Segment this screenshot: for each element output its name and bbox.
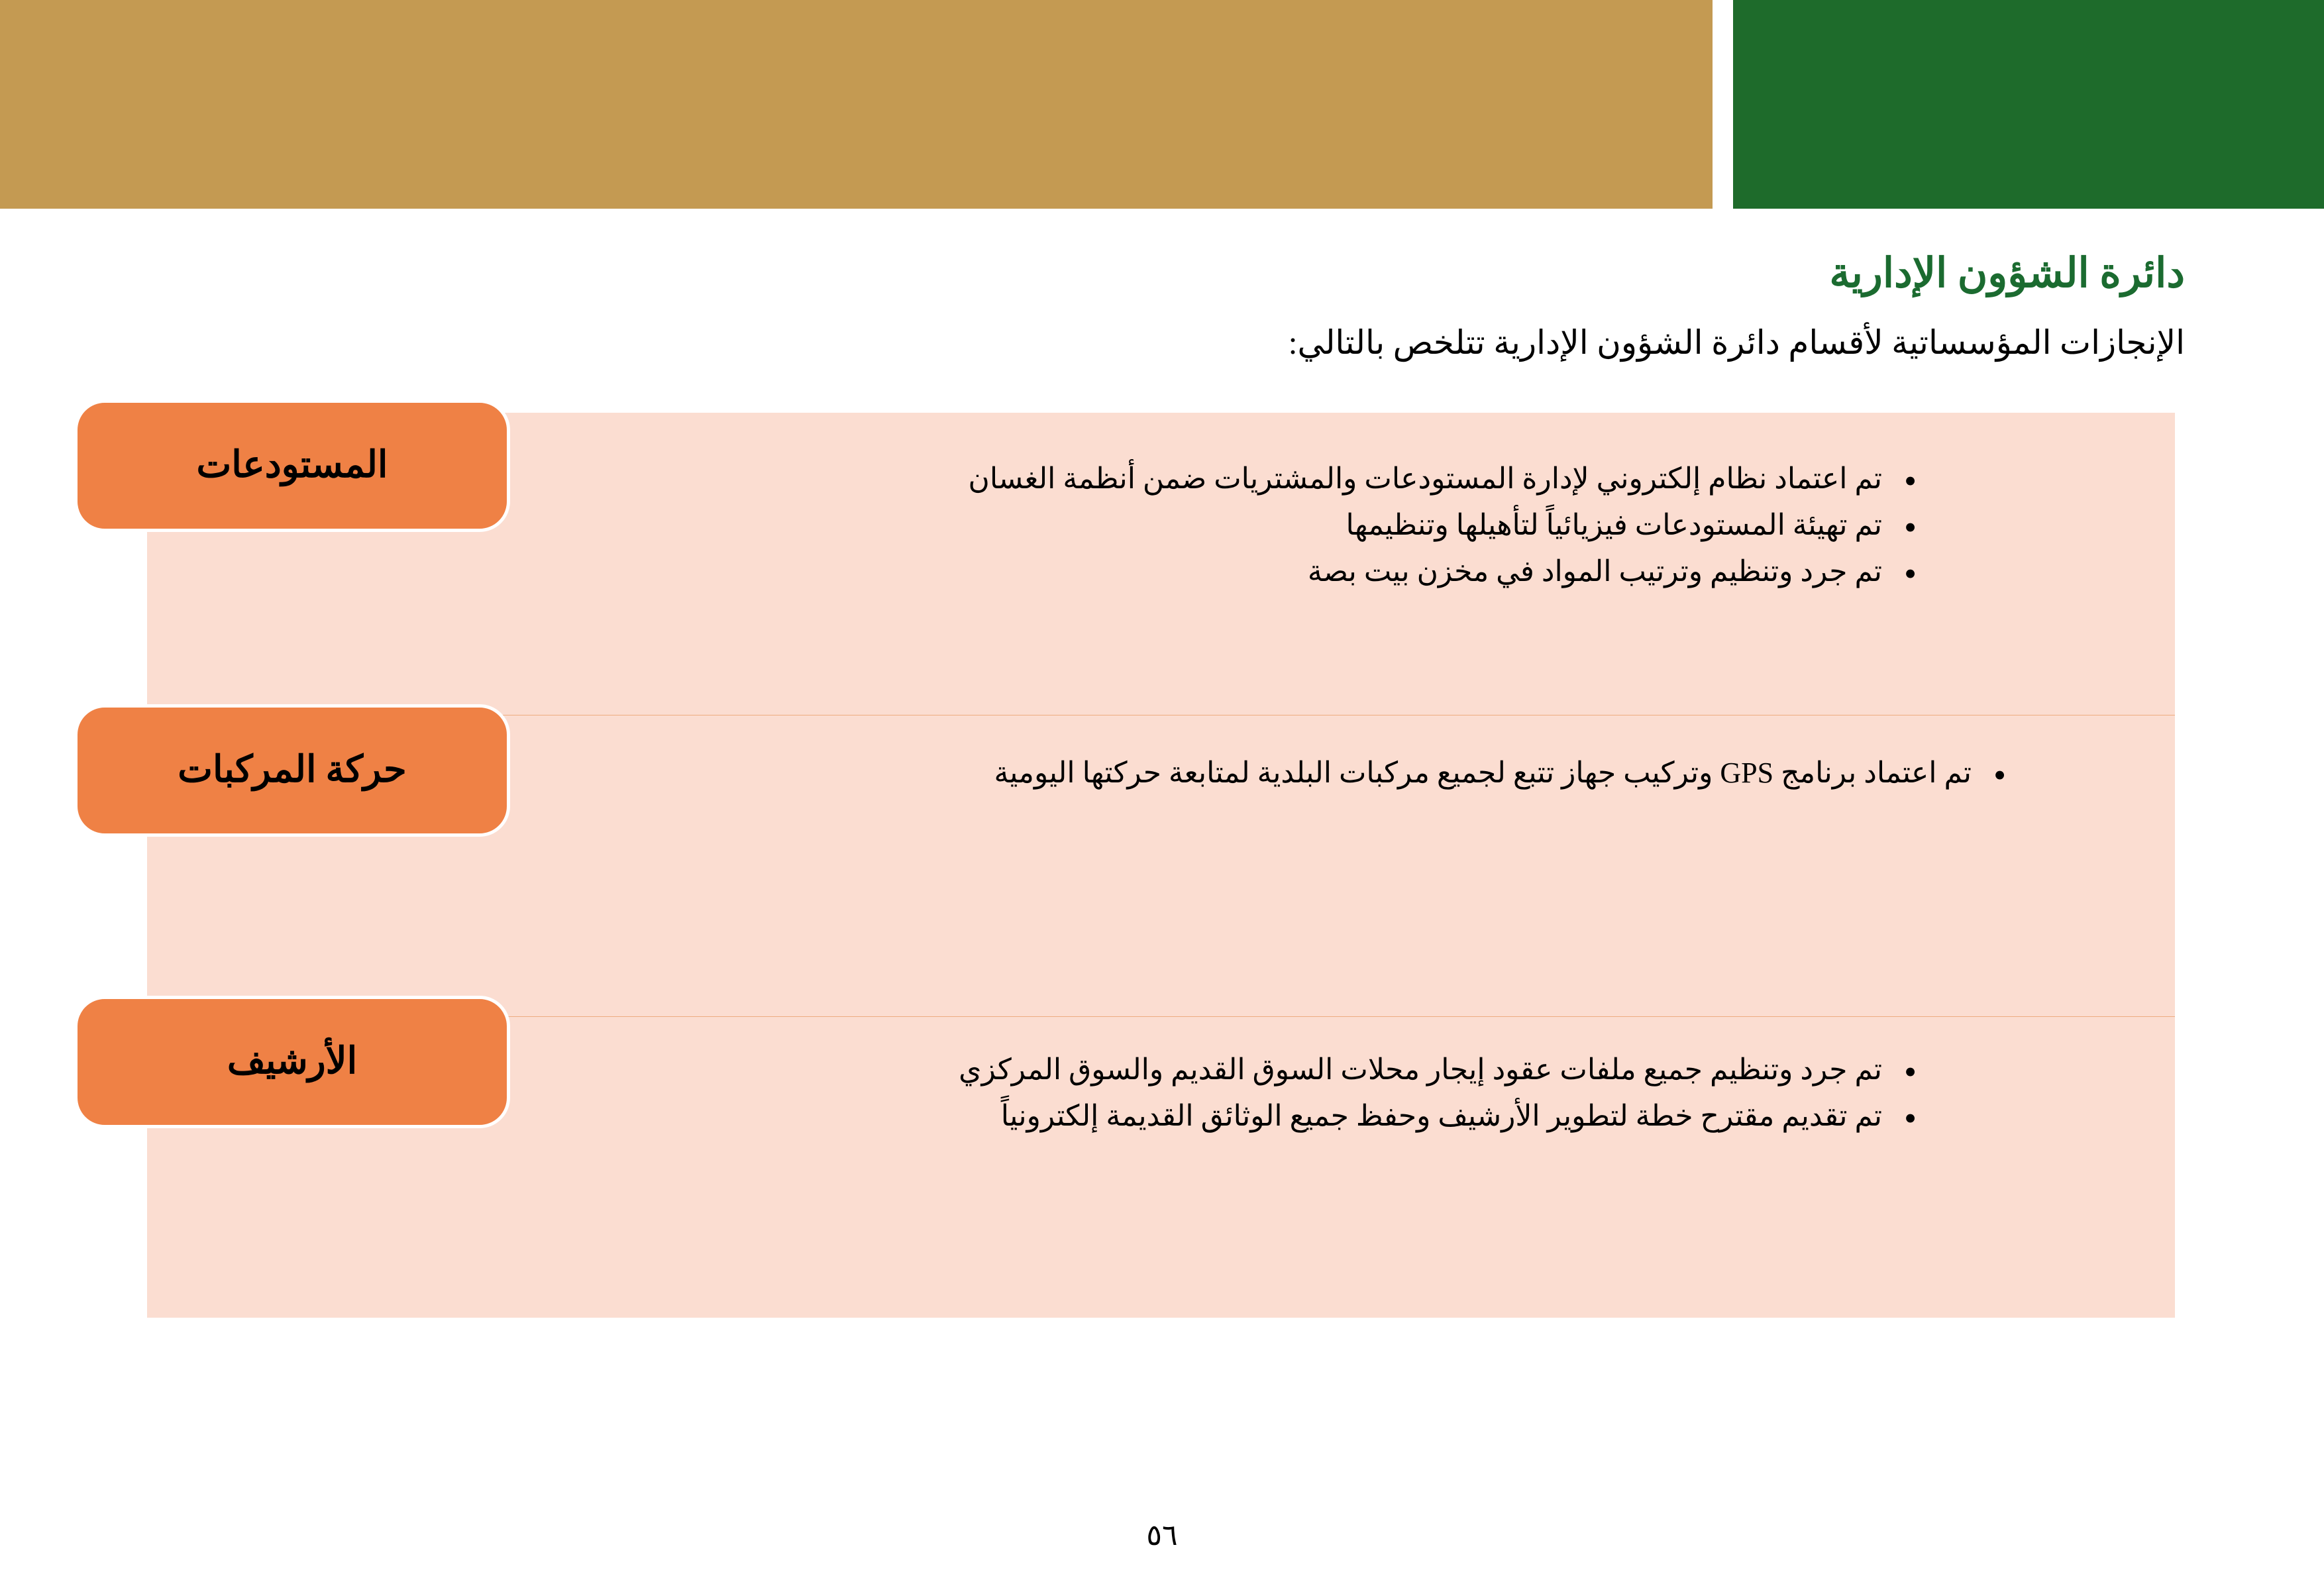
bullet-list-1 (313, 458, 1917, 596)
achievements-diagram (147, 413, 2175, 1318)
intro-paragraph: الإنجازات المؤسساتية لأقسام دائرة الشؤون الإدارية تتلخص بالتالي: (1288, 324, 2185, 361)
section-label-vehicle-movement[interactable] (74, 704, 510, 837)
list-item: • تم جرد وتنظيم جميع ملفات عقود إيجار محلات السوق القديم والسوق المركزي (313, 1049, 1917, 1091)
header-gold-bar (0, 0, 1713, 209)
list-item: • تم اعتماد برنامج GPS وتركيب جهاز تتبع لجميع مركبات البلدية لمتابعة حركتها اليومية (310, 752, 2006, 794)
bullet-list-3 (313, 1049, 1917, 1141)
list-item: • تم اعتماد نظام إلكتروني لإدارة المستودعات والمشتريات ضمن أنظمة الغسان (313, 458, 1917, 500)
section-label-archive[interactable] (74, 996, 510, 1128)
list-item: • تم جرد وتنظيم وترتيب المواد في مخزن بيت بصة (313, 551, 1917, 593)
section-label-warehouses[interactable] (74, 399, 510, 532)
section-label-text: الأرشيف (227, 1041, 358, 1083)
header-green-bar (1733, 0, 2324, 209)
list-item: • تم تهيئة المستودعات فيزيائياً لتأهيلها وتنظيمها (313, 504, 1917, 547)
section-label-text: المستودعات (196, 445, 388, 486)
page-title: دائرة الشؤون الإدارية (1829, 251, 2185, 296)
page-number: ٥٦ (1146, 1519, 1178, 1552)
bullet-list-2 (310, 752, 2006, 798)
section-label-text: حركة المركبات (178, 749, 407, 791)
list-item: • تم تقديم مقترح خطة لتطوير الأرشيف وحفظ جميع الوثائق القديمة إلكترونياً (313, 1095, 1917, 1137)
